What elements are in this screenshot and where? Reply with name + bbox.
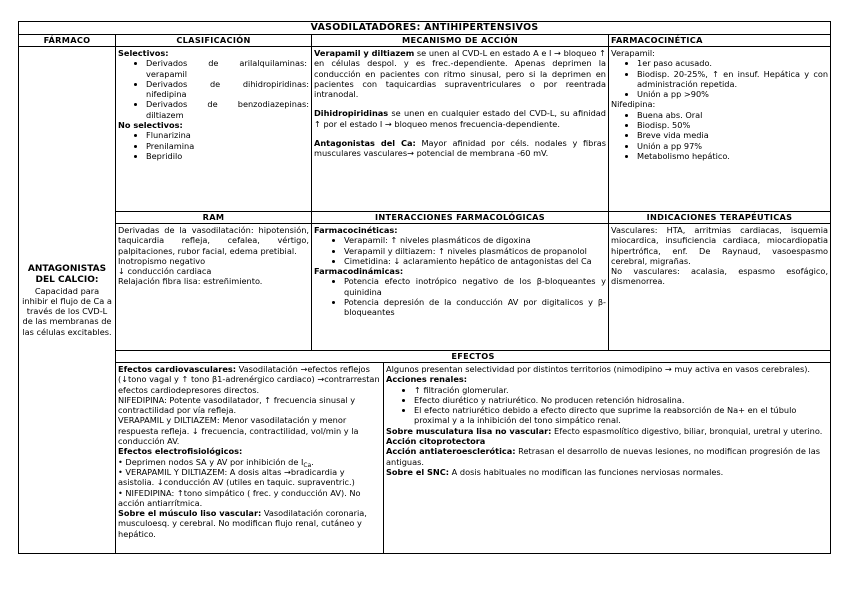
renal-label: Acciones renales: [386, 374, 468, 385]
efectos-liso: Sobre el músculo liso vascular: Vasodilatación coronaria, musculoesq. y cerebral. No modifican flujo renal, cutáneo y hepático. [118, 508, 367, 539]
list-item: • Metabolismo hepático. [637, 151, 828, 161]
list-item: • Cimetidina: ↓ aclaramiento hepático de antagonistas del Ca [344, 256, 606, 266]
list-item: • ↑ filtración glomerular. [414, 385, 828, 395]
list-item: • 1er paso acusado. [637, 58, 828, 68]
efectos-cardio: Efectos cardiovasculares: Vasodilatación →efectos reflejos (↓tono vagal y ↑ tono β1-adrenérgico cardiaco) →contrarrestan efectos cardiodepresores directos. [118, 364, 380, 395]
mecanismo-p1: Verapamil y diltiazem se unen al CVD-L en estado A e I → bloqueo ↑ en células despol. y es frec.-dependiente. Apenas deprimen la conducción en pacientes con ritmo sinusal, pero si la deprimen en pacientes con taquicardias supraventriculares o por reentrada intranodal. [314, 48, 606, 100]
clasificacion-cell [116, 47, 312, 212]
efectos-nifedipina: NIFEDIPINA: Potente vasodilatador, ↑ frecuencia sinusal y contractilidad por vía refleja. [118, 394, 356, 416]
electro-3: • NIFEDIPINA: ↑tono simpático ( frec. y conducción AV). No acción antiarrítmica. [118, 487, 361, 508]
list-item: • Flunarizina [146, 130, 309, 140]
header-clasificacion: CLASIFICACIÓN [116, 35, 312, 47]
electro-1: • Deprimen nodos SA y AV por inhibición de $I_{Ca}$. [118, 456, 314, 469]
list-item: • Verapamil: ↑ niveles plasmáticos de digoxina [344, 235, 606, 245]
nifedipina-list [611, 110, 828, 161]
table-title: VASODILATADORES: ANTIHIPERTENSIVOS [19, 22, 831, 35]
efectos-left-cell [116, 363, 384, 554]
efectos-right-cell [384, 363, 831, 554]
indicaciones-cell [609, 224, 831, 351]
list-item: • Verapamil y diltiazem: ↑ niveles plasmáticos de propanolol [344, 246, 606, 256]
efectos-lisa: Sobre musculatura lisa no vascular: Efecto espasmolítico digestivo, biliar, bronquial, uretral y uterino. [386, 425, 823, 436]
header-farmacocinetica: FARMACOCINÉTICA [609, 35, 831, 47]
mecanismo-cell [312, 47, 609, 212]
efectos-snc: Sobre el SNC: A dosis habituales no modifican las funciones nerviosas normales. [386, 466, 724, 477]
renal-list [386, 385, 828, 426]
cito-label: Acción citoprotectora [386, 436, 486, 447]
list-item: • Biodisp. 20-25%, ↑ en insuf. Hepática y con administración repetida. [637, 69, 828, 90]
efectos-antiatero: Acción antiateroesclerótica: Retrasan el desarrollo de nuevas lesiones, no modifican progresión de las antiguas. [386, 446, 821, 467]
ram-cell [116, 224, 312, 351]
drug-table [18, 21, 831, 554]
ram-line3: ↓ conducción cardiaca [118, 266, 212, 277]
list-item: • Bepridilo [146, 151, 309, 161]
drug-summary-sheet [18, 21, 830, 567]
farmacocineticas-label: Farmacocinéticas: [314, 225, 398, 235]
list-item: • Potencia efecto inotrópico negativo de los β-bloqueantes y quinidina [344, 276, 606, 297]
list-item: • Biodisp. 50% [637, 120, 828, 130]
ram-line2: Inotropismo negativo [118, 255, 206, 266]
list-item: • Derivados de dihidropiridinas: nifedipina [146, 79, 309, 100]
list-item: • Derivados de benzodiazepinas: diltiazem [146, 99, 309, 120]
no-selectivos-label: No selectivos: [118, 120, 183, 131]
electro-label: Efectos electrofisiológicos: [118, 446, 243, 457]
header-ram: RAM [116, 212, 312, 224]
farmacocinetica-cell [609, 47, 831, 212]
efectos-intro: Algunos presentan selectividad por distintos territorios (nimodipino → muy activa en vasos cerebrales). [386, 364, 811, 374]
list-item: • Buena abs. Oral [637, 110, 828, 120]
efectos-verapamil: VERAPAMIL y DILTIAZEM: Menor vasodilatación y menor respuesta refleja. ↓ frecuencia, contractilidad, vol/min y la conducción AV. [118, 415, 359, 447]
farmaco-cell [19, 47, 116, 554]
interacciones-cell [312, 224, 609, 351]
list-item: • Efecto diurético y natriurético. No producen retención hidrosalina. [414, 395, 828, 405]
list-item: • Potencia depresión de la conducción AV por digitalicos y β-bloqueantes [344, 297, 606, 318]
farmaco-name: ANTAGONISTAS DEL CALCIO: [27, 263, 107, 286]
farmaco-description: Capacidad para inhibir el flujo de Ca a través de los CVD-L de las membranas de las células excitables. [22, 285, 112, 337]
list-item: • Derivados de arilalquilaminas: verapamil [146, 58, 307, 79]
no-selectivos-list [118, 130, 309, 161]
nifedipina-label: Nifedipina: [611, 99, 656, 110]
list-item: • Breve vida media [637, 130, 828, 140]
electro-2: • VERAPAMIL Y DILTIAZEM: A dosis altas →bradicardia y asistolia. ↓conducción AV (utiles en taquic. supraventric.) [118, 466, 355, 488]
farmacodinamicas-label: Farmacodinámicas: [314, 266, 404, 277]
header-farmaco: FÁRMACO [19, 35, 116, 47]
selectivos-label: Selectivos: [118, 48, 169, 58]
list-item: • El efecto natriurético debido a efecto directo que suprime la reabsorción de Na+ en el túbulo proximal y a la inhibición del tono simpático renal. [414, 405, 828, 426]
indicaciones-text: Vasculares: HTA, arritmias cardiacas, isquemia miocardica, insuficiencia cardiaca, miocardiopatia hipertrófica, enf. De Raynaud, vasoespasmo cerebral, migrañas. [611, 225, 829, 266]
list-item: • Unión a pp 97% [637, 141, 828, 151]
list-item: • Prenilamina [146, 141, 309, 151]
header-mecanismo: MECANISMO DE ACCIÓN [312, 35, 609, 47]
indicaciones-text2: No vasculares: acalasia, espasmo esofágico, dismenorrea. [611, 266, 829, 287]
header-indicaciones: INDICACIONES TERAPÉUTICAS [609, 212, 831, 224]
verapamil-list [611, 58, 828, 99]
farmacocineticas-list [314, 235, 606, 266]
farmacodinamicas-list [314, 276, 606, 317]
mecanismo-p2: Dihidropiridinas se unen en cualquier estado del CVD-L, su afinidad ↑ por el estado I → bloqueo menos frecuencia-dependiente. [314, 108, 606, 129]
selectivos-list [118, 58, 309, 120]
verapamil-label: Verapamil: [611, 48, 655, 58]
mecanismo-p3: Antagonistas del Ca: Mayor afinidad por céls. nodales y fibras musculares vasculares→ potencial de membrana -60 mV. [314, 138, 606, 159]
ram-line4: Relajación fibra lisa: estreñimiento. [118, 276, 263, 287]
ram-text: Derivadas de la vasodilatación: hipotensión, taquicardia refleja, cefalea, vértigo, palpitaciones, rubor facial, edema pretibial. [118, 225, 309, 256]
list-item: • Unión a pp >90% [637, 89, 828, 99]
header-interacciones: INTERACCIONES FARMACOLÓGICAS [312, 212, 609, 224]
header-efectos: EFECTOS [116, 351, 831, 363]
